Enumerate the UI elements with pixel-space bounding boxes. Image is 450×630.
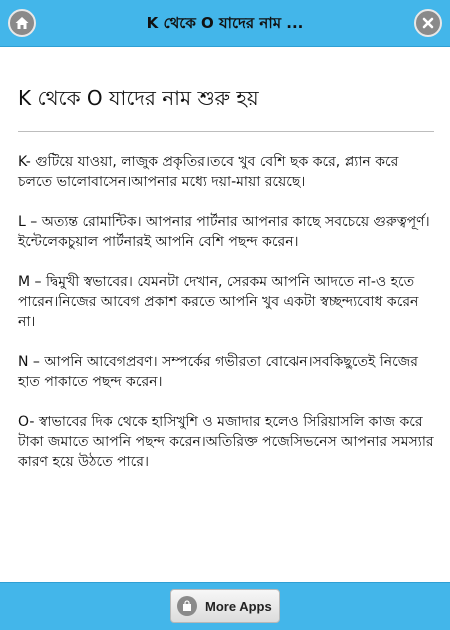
paragraph-o: O- স্বাভাবের দিক থেকে হাসিখুশি ও মজাদার হলেও সিরিয়াসলি কাজ করে টাকা জমাতে আপনি পছন্দ করেন।অতিরিক্ত পজেসিভনেস আপনার সমস্যার কারণ হয়ে উঠতে পারে। [18, 414, 434, 470]
paragraph-n: N – আপনি আবেগপ্রবণ। সম্পর্কের গভীরতা বোঝেন।সবকিছুতেই নিজের হাত পাকাতে পছন্দ করেন। [18, 354, 418, 390]
shopping-bag-icon [177, 596, 197, 616]
close-icon [421, 16, 435, 30]
home-button[interactable] [8, 9, 36, 37]
paragraph-k: K- গুটিয়ে যাওয়া, লাজুক প্রকৃতির।তবে খুব বেশি ছক করে, প্ল্যান করে চলতে ভালোবাসেন।আপনার মধ্যে দয়া-মায়া রয়েছে। [18, 154, 399, 190]
top-bar [0, 0, 450, 47]
home-icon [14, 15, 30, 31]
article-heading: K থেকে O যাদের নাম শুরু হয় [18, 86, 259, 110]
close-button[interactable] [414, 9, 442, 37]
article-content [0, 47, 450, 582]
more-apps-button[interactable] [170, 589, 280, 623]
page-title: K থেকে O যাদের নাম ... [146, 14, 304, 32]
paragraph-m: M – দ্বিমুখী স্বভাবের। যেমনটা দেখান, সেরকম আপনি আদতে না-ও হতে পারেন।নিজের আবেগ প্রকাশ করতে আপনি খুব একটা স্বচ্ছন্দ্যবোধ করেন না। [18, 274, 419, 330]
divider [18, 131, 434, 132]
bottom-bar [0, 582, 450, 630]
paragraph-l: L – অত্যন্ত রোমান্টিক। আপনার পার্টনার আপনার কাছে সবচেয়ে গুরুত্বপূর্ণ।ইন্টেলেকচুয়াল পার্টনারই আপনি বেশি পছন্দ করেন। [18, 214, 430, 250]
more-apps-label: More Apps [205, 598, 272, 614]
